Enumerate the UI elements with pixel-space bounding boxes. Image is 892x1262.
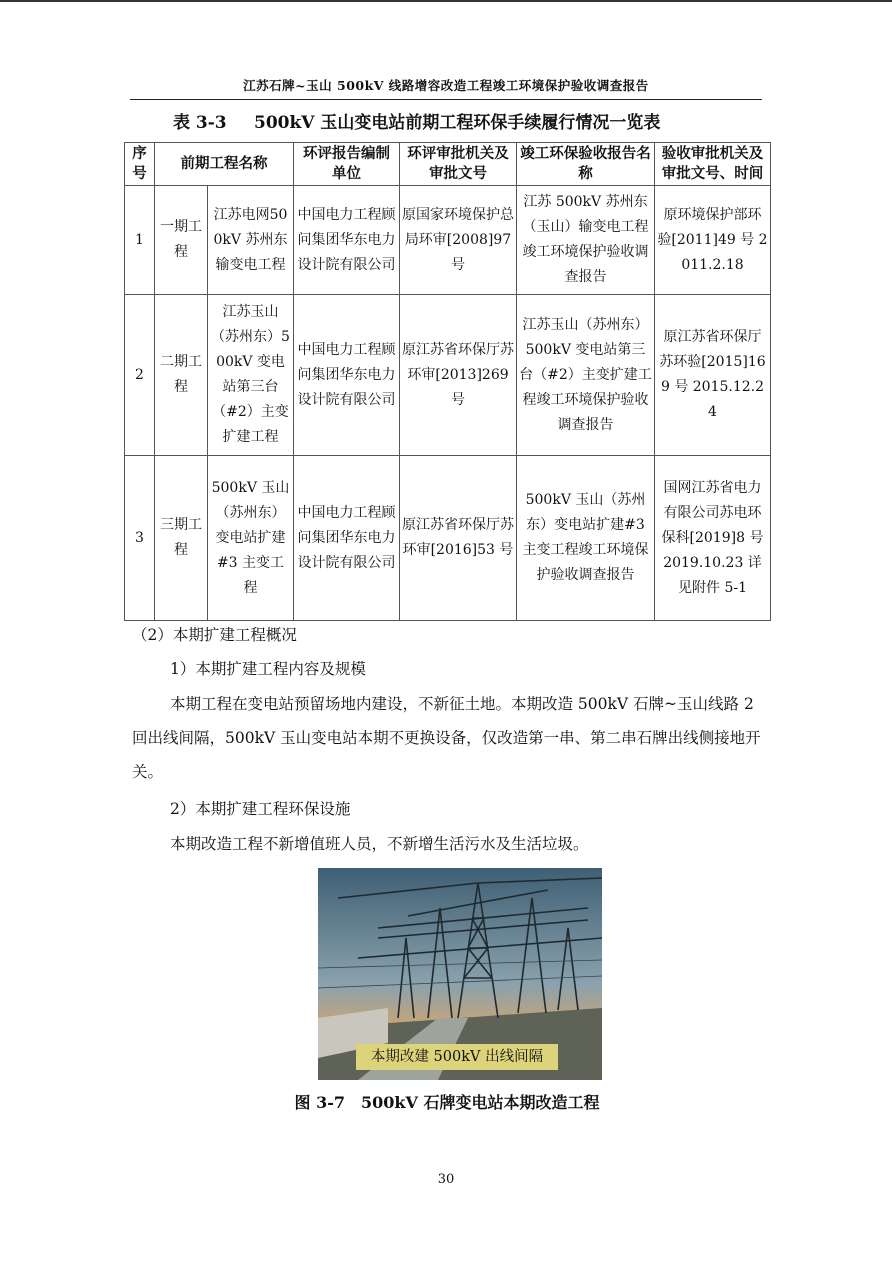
subsection-heading: 2）本期扩建工程环保设施 xyxy=(170,800,351,818)
approval-table xyxy=(124,142,771,621)
cell-acceptance-report: 江苏玉山（苏州东）500kV 变电站第三台（#2）主变扩建工程竣工环境保护验收调查报告 xyxy=(517,295,655,456)
body-paragraph: 本期改造工程不新增值班人员，不新增生活污水及生活垃圾。 xyxy=(170,835,589,853)
table-title: 500kV 玉山变电站前期工程环保手续履行情况一览表 xyxy=(254,113,661,133)
cell-eia-approval: 原江苏省环保厅苏环审[2013]269 号 xyxy=(400,295,517,456)
top-border-line xyxy=(0,0,892,2)
section-heading: （2）本期扩建工程概况 xyxy=(132,626,297,644)
table-row xyxy=(125,295,771,456)
table-row xyxy=(125,456,771,621)
cell-no: 3 xyxy=(125,456,155,621)
cell-eia-unit: 中国电力工程顾问集团华东电力设计院有限公司 xyxy=(294,186,400,295)
cell-acceptance-approval: 原江苏省环保厅苏环验[2015]169 号 2015.12.24 xyxy=(655,295,771,456)
header-acceptance-report: 竣工环保验收报告名称 xyxy=(517,143,655,186)
cell-eia-approval: 原江苏省环保厅苏环审[2016]53 号 xyxy=(400,456,517,621)
header-eia-approval: 环评审批机关及审批文号 xyxy=(400,143,517,186)
cell-eia-approval: 原国家环境保护总局环审[2008]97 号 xyxy=(400,186,517,295)
cell-no: 2 xyxy=(125,295,155,456)
header-project-name: 前期工程名称 xyxy=(155,143,294,186)
figure-caption: 图 3-7 500kV 石牌变电站本期改造工程 xyxy=(294,1093,600,1112)
cell-acceptance-report: 江苏 500kV 苏州东（玉山）输变电工程竣工环境保护验收调查报告 xyxy=(517,186,655,295)
substation-photo xyxy=(318,868,602,1080)
cell-name: 500kV 玉山（苏州东）变电站扩建#3 主变工程 xyxy=(208,456,294,621)
cell-name: 江苏电网500kV 苏州东输变电工程 xyxy=(208,186,294,295)
subsection-heading: 1）本期扩建工程内容及规模 xyxy=(170,660,366,678)
header-eia-unit: 环评报告编制单位 xyxy=(294,143,400,186)
running-header: 江苏石牌~玉山 500kV 线路增容改造工程竣工环境保护验收调查报告 xyxy=(243,78,649,93)
photo-annotation-label: 本期改建 500kV 出线间隔 xyxy=(356,1044,558,1070)
table-header-row xyxy=(125,143,771,186)
header-rule xyxy=(130,99,762,100)
header-no: 序号 xyxy=(125,143,155,186)
cell-phase: 二期工程 xyxy=(155,295,208,456)
cell-name: 江苏玉山（苏州东）500kV 变电站第三台（#2）主变扩建工程 xyxy=(208,295,294,456)
cell-acceptance-approval: 原环境保护部环验[2011]49 号 2011.2.18 xyxy=(655,186,771,295)
cell-phase: 三期工程 xyxy=(155,456,208,621)
cell-acceptance-approval: 国网江苏省电力有限公司苏电环保科[2019]8 号 2019.10.23 详见附件 5-1 xyxy=(655,456,771,621)
body-paragraph: 本期工程在变电站预留场地内建设，不新征土地。本期改造 500kV 石牌~玉山线路 2 回出线间隔，500kV 玉山变电站本期不更换设备，仅改造第一串、第二串石牌出线侧接地开关。 xyxy=(132,695,761,781)
table-row xyxy=(125,186,771,295)
cell-acceptance-report: 500kV 玉山（苏州东）变电站扩建#3 主变工程竣工环境保护验收调查报告 xyxy=(517,456,655,621)
cell-eia-unit: 中国电力工程顾问集团华东电力设计院有限公司 xyxy=(294,295,400,456)
header-acceptance-approval: 验收审批机关及审批文号、时间 xyxy=(655,143,771,186)
table-number: 表 3-3 xyxy=(173,113,227,133)
cell-eia-unit: 中国电力工程顾问集团华东电力设计院有限公司 xyxy=(294,456,400,621)
cell-phase: 一期工程 xyxy=(155,186,208,295)
cell-no: 1 xyxy=(125,186,155,295)
page-number: 30 xyxy=(437,1172,455,1187)
